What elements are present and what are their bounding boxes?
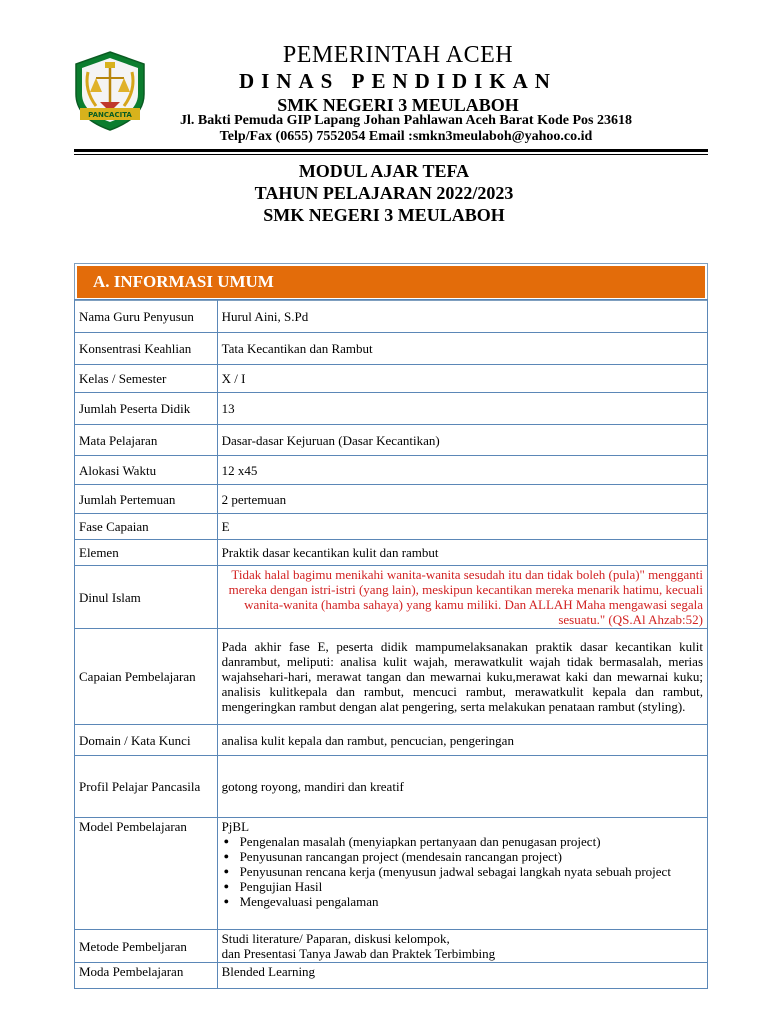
school-address: Jl. Bakti Pemuda GIP Lapang Johan Pahlawan Aceh Barat Kode Pos 23618: [180, 113, 632, 128]
list-item: ● Mengevaluasi pengalaman: [240, 894, 703, 909]
row-label: Elemen: [75, 540, 218, 566]
row-value: Praktik dasar kecantikan kulit dan rambut: [217, 540, 707, 566]
row-label: Model Pembelajaran: [75, 818, 218, 930]
logo-ribbon-text: PANCACITA: [88, 111, 132, 119]
table-row: [75, 393, 708, 425]
row-label: Mata Pelajaran: [75, 425, 218, 456]
row-value: Hurul Aini, S.Pd: [217, 300, 707, 333]
government-name: PEMERINTAH ACEH: [282, 42, 514, 68]
model-steps-list: [222, 834, 703, 909]
list-item: ● Pengenalan masalah (menyiapkan pertanyaan dan penugasan project): [240, 834, 703, 849]
document-school: SMK NEGERI 3 MEULABOH: [263, 205, 505, 225]
table-row: [75, 425, 708, 456]
academic-year: TAHUN PELAJARAN 2022/2023: [254, 183, 514, 203]
table-row: [75, 629, 708, 725]
row-label: Nama Guru Penyusun: [75, 300, 218, 333]
row-value: Dasar-dasar Kejuruan (Dasar Kecantikan): [217, 425, 707, 456]
table-row: [75, 365, 708, 393]
row-label: Alokasi Waktu: [75, 456, 218, 485]
row-label: Dinul Islam: [75, 566, 218, 629]
row-value: 13: [217, 393, 707, 425]
document-title: MODUL AJAR TEFA: [298, 161, 470, 181]
table-row: [75, 963, 708, 989]
department-name: DINAS PENDIDIKAN: [239, 69, 557, 93]
row-value: [217, 818, 707, 930]
header-divider-thin: [74, 154, 708, 155]
metode-line: Studi literature/ Paparan, diskusi kelompok,: [221, 931, 450, 946]
general-info-table: [74, 299, 708, 989]
row-value: gotong royong, mandiri dan kreatif: [217, 756, 707, 818]
header-divider-thick: [74, 149, 708, 152]
table-row: [75, 540, 708, 566]
section-heading: A. INFORMASI UMUM: [77, 266, 705, 298]
row-value: [217, 930, 707, 963]
list-item: ● Pengujian Hasil: [240, 879, 703, 894]
row-value: Tata Kecantikan dan Rambut: [217, 333, 707, 365]
row-value: 2 pertemuan: [217, 485, 707, 514]
school-contact: Telp/Fax (0655) 7552054 Email :smkn3meulaboh@yahoo.co.id: [219, 129, 593, 144]
row-value: analisa kulit kepala dan rambut, pencucian, pengeringan: [217, 725, 707, 756]
metode-line: dan Presentasi Tanya Jawab dan Praktek Terbimbing: [221, 946, 496, 961]
table-row: [75, 456, 708, 485]
row-label: Capaian Pembelajaran: [75, 629, 218, 725]
school-name: SMK NEGERI 3 MEULABOH: [277, 95, 519, 115]
row-value: X / I: [217, 365, 707, 393]
table-row: [75, 514, 708, 540]
letterhead: [0, 0, 768, 160]
model-intro: PjBL: [221, 819, 250, 834]
row-label: Domain / Kata Kunci: [75, 725, 218, 756]
row-label: Moda Pembelajaran: [75, 963, 218, 989]
row-label: Metode Pembeljaran: [75, 930, 218, 963]
quran-verse: Tidak halal bagimu menikahi wanita-wanita sesudah itu dan tidak boleh (pula)" mengganti mereka dengan istri-istri (yang lain), meskipun kecantikan mereka menarik hatimu, kecuali wanita-wanita (hamba sahaya) yang kamu miliki. Dan ALLAH Maha mengawasi segala sesuatu." (QS.Al Ahzab:52): [217, 566, 707, 629]
table-row: [75, 930, 708, 963]
table-row: [75, 818, 708, 930]
row-value: Blended Learning: [217, 963, 707, 989]
table-row: [75, 725, 708, 756]
row-value: 12 x45: [217, 456, 707, 485]
table-row: [75, 566, 708, 629]
row-label: Konsentrasi Keahlian: [75, 333, 218, 365]
list-item: ● Penyusunan rencana kerja (menyusun jadwal sebagai langkah nyata sebuah project: [240, 864, 703, 879]
row-value: E: [217, 514, 707, 540]
table-row: [75, 485, 708, 514]
section-heading-box: [74, 263, 708, 301]
table-row: [75, 300, 708, 333]
row-label: Jumlah Pertemuan: [75, 485, 218, 514]
row-label: Kelas / Semester: [75, 365, 218, 393]
table-row: [75, 333, 708, 365]
row-label: Fase Capaian: [75, 514, 218, 540]
row-value: Pada akhir fase E, peserta didik mampumelaksanakan praktik dasar kecantikan kulit danrambut, meliputi: analisa kulit wajah, merawatkulit wajah tidak bermasalah, merias wajahsehari-hari, merawat tangan dan mewarnai kuku,merawat kaki dan mewarnai kuku; analisis kulitkepala dan rambut, mencuci rambut, merawatkulit kepala dan rambut, mengeringkan rambut dengan alat pengering, serta melakukan penataan rambut (styling).: [217, 629, 707, 725]
row-label: Profil Pelajar Pancasila: [75, 756, 218, 818]
list-item: ● Penyusunan rancangan project (mendesain rancangan project): [240, 849, 703, 864]
row-label: Jumlah Peserta Didik: [75, 393, 218, 425]
table-row: [75, 756, 708, 818]
